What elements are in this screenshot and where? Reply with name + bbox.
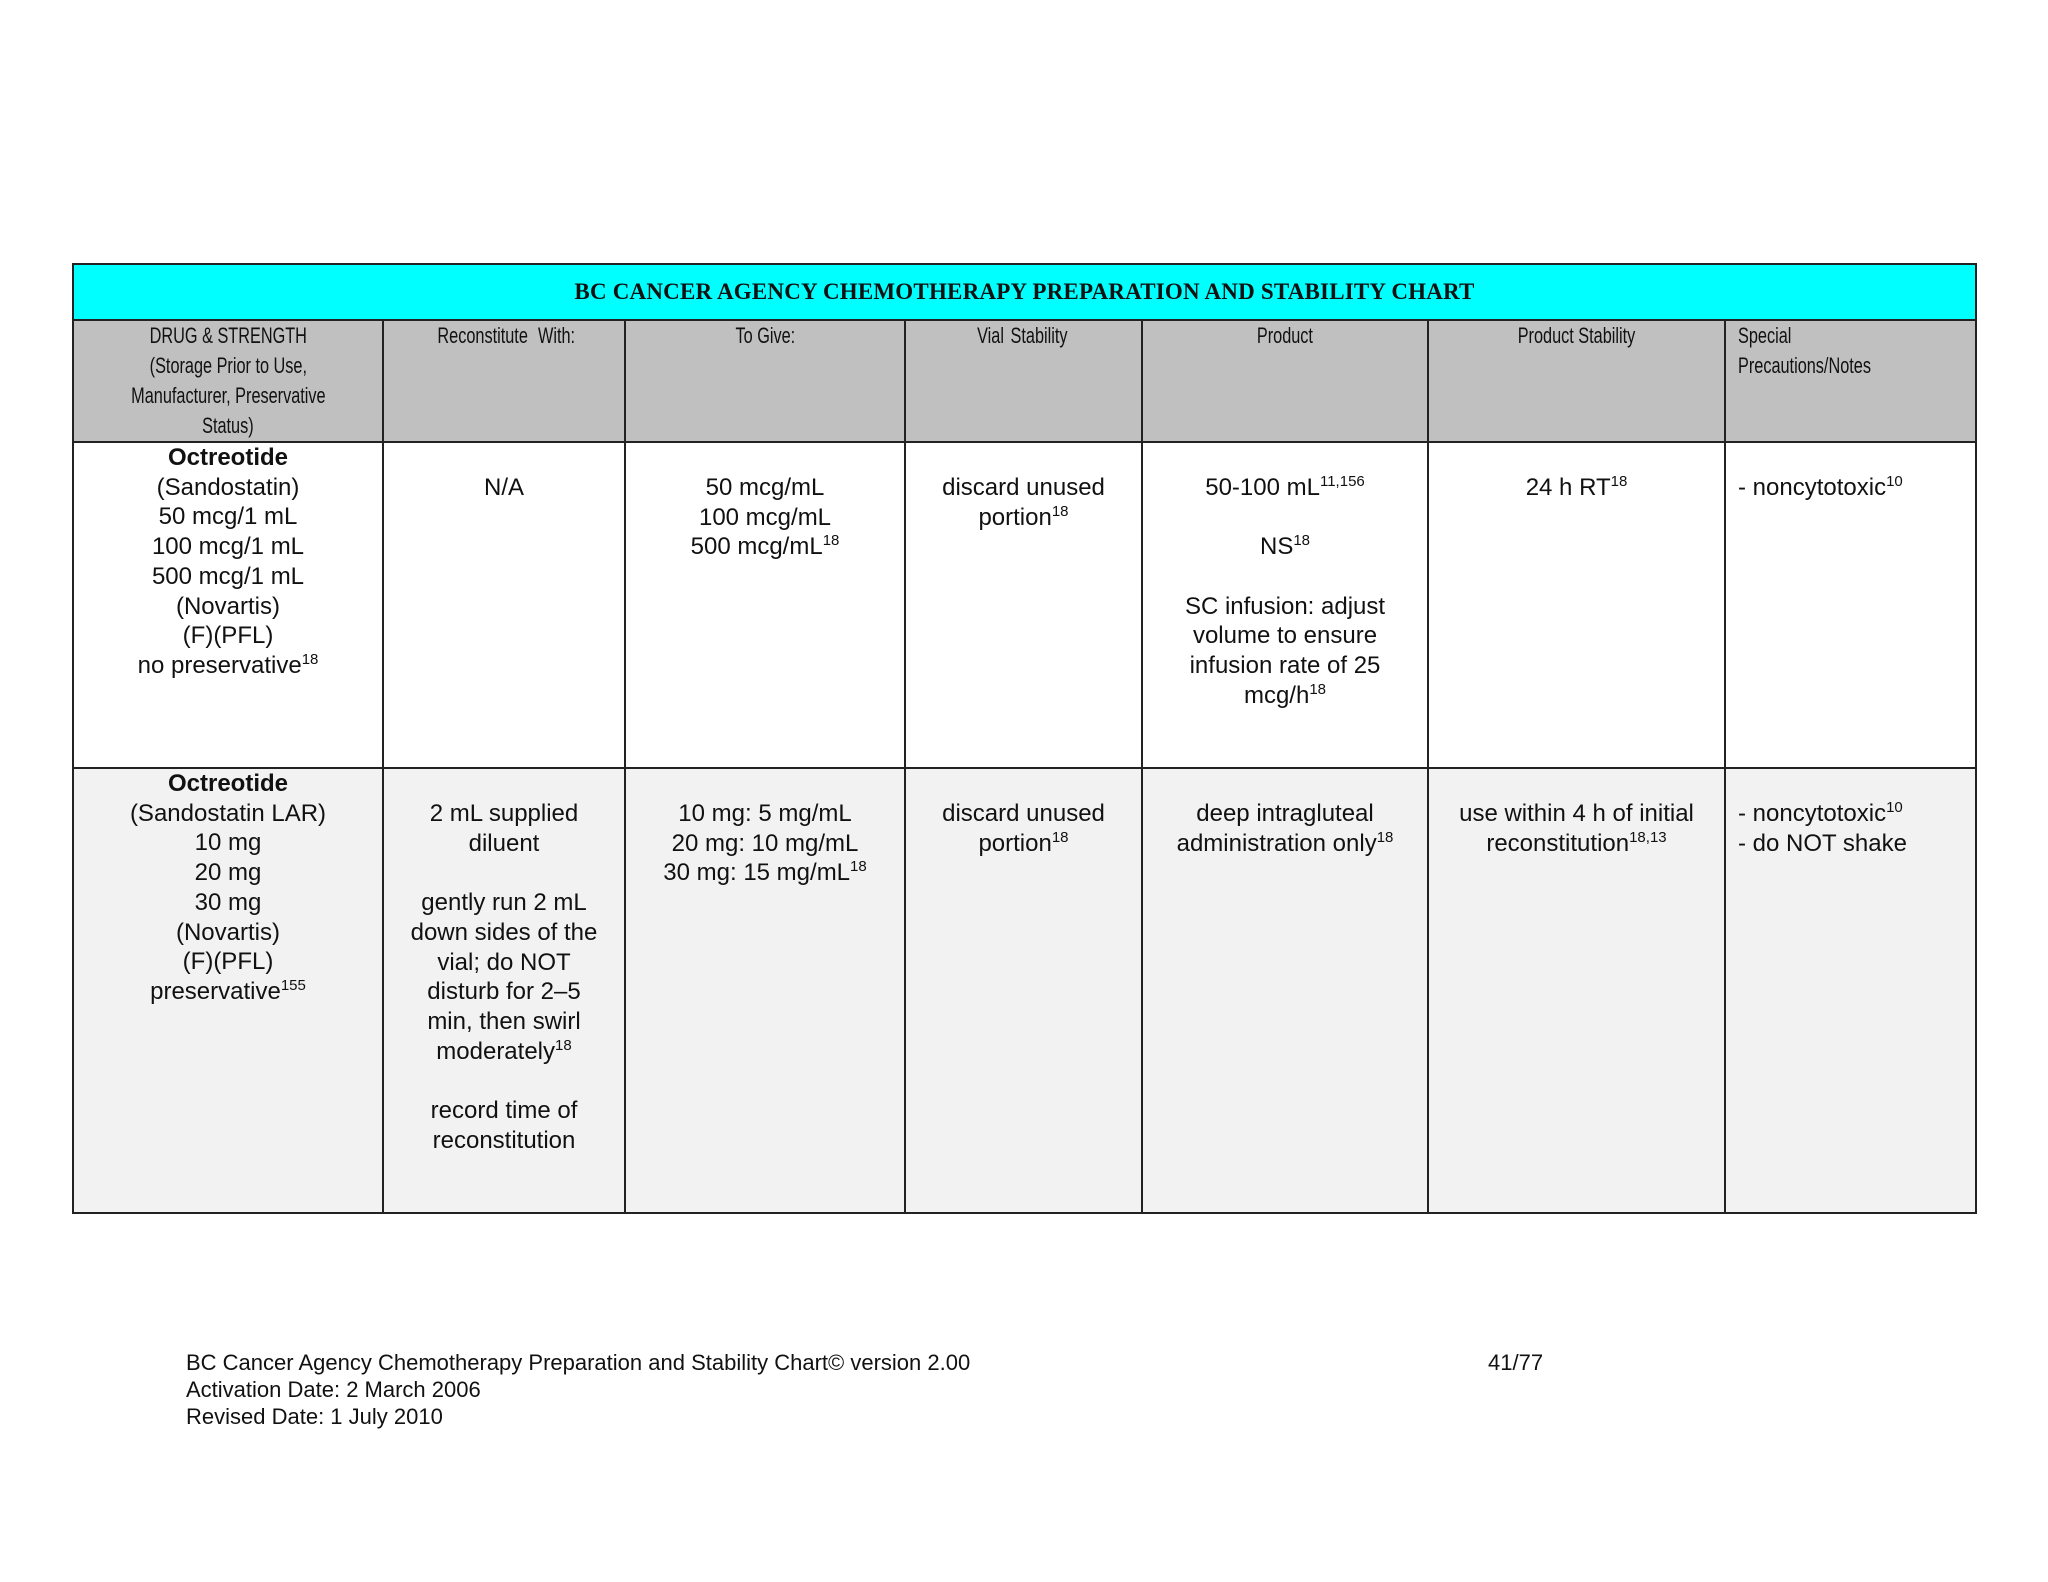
product-cell: deep intragluteal administration only$^{18}$ (1142, 768, 1428, 1213)
col-header-special-precautions: SpecialPrecautions/Notes (1725, 320, 1976, 442)
to-give-cell: 50 mcg/mL 100 mcg/mL 500 mcg/$mL^{18}$ (625, 442, 905, 768)
vial-stability-cell: discard unused portion$^{18}$ (905, 442, 1142, 768)
col-header-reconstitute: Reconstitute With: (383, 320, 625, 442)
reference-superscript: 10 (1886, 799, 1903, 816)
reference-superscript: 18 (1376, 828, 1394, 846)
reference-superscript: 10 (1886, 473, 1903, 490)
col-header-product-stability: Product Stability (1428, 320, 1725, 442)
table-row (73, 768, 1976, 1213)
stability-chart-table (72, 263, 1977, 1214)
reference-superscript: 18 (301, 650, 319, 668)
reconstitute-cell: N/A (383, 442, 625, 768)
drug-name: Octreotide (167, 444, 289, 471)
reference-superscript: 18 (1610, 473, 1628, 490)
product-cell: 50-100 mL$^{11,156}$ NS$^{18}$ SC infusion: adjust volume to ensure infusion rate of 25 mcg/$h^{18}$ (1142, 442, 1428, 768)
product-stability-cell: 24 h RT$^{18}$ (1428, 442, 1725, 768)
drug-name: Octreotide (167, 770, 289, 797)
col-header-product: Product (1142, 320, 1428, 442)
reference-superscript: 18 (1051, 828, 1069, 846)
special-precautions-cell: - noncytotoxic$^{10}$ - do NOT shake (1725, 768, 1976, 1213)
drug-strength-cell: Octreotide (Sandostatin LAR) 10 mg 20 mg 30 mg (Novartis) (F)(PFL) preservative$^{155}$ (73, 768, 383, 1213)
reference-superscript: 11,156 (1319, 473, 1365, 490)
footer-version: BC Cancer Agency Chemotherapy Preparation and Stability Chart© version 2.00 (186, 1350, 971, 1375)
footer-activation-date: Activation Date: 2 March 2006 (186, 1377, 481, 1402)
page-footer (186, 1349, 970, 1430)
col-header-vial-stability: Vial Stability (905, 320, 1142, 442)
reference-superscript: 18 (1293, 532, 1311, 550)
col-header-to-give: To Give: (625, 320, 905, 442)
vial-stability-cell: discard unused portion$^{18}$ (905, 768, 1142, 1213)
reference-superscript: 18 (1051, 502, 1069, 520)
reference-superscript: 155 (280, 976, 306, 994)
reference-superscript: 18 (822, 532, 840, 550)
col-header-drug-strength: DRUG & STRENGTH(Storage Prior to Use,Manufacturer, PreservativeStatus) (73, 320, 383, 442)
reconstitute-cell: 2 mL supplied diluent gently run 2 mL down sides of the vial; do NOT disturb for 2–5 min, then swirl moderately$^{18}$ record time of reconstitution (383, 768, 625, 1213)
reference-superscript: 18 (850, 858, 867, 876)
table-row (73, 442, 1976, 768)
special-precautions-cell: - noncytotoxic$^{10}$ (1725, 442, 1976, 768)
reference-superscript: 18 (555, 1036, 572, 1054)
reference-superscript: 18 (1309, 680, 1327, 698)
page-number: 41/77 (1488, 1350, 1544, 1375)
to-give-cell: 10 mg: 5 mg/mL 20 mg: 10 mg/mL 30 mg: 15 $mg/mL^{18}$ (625, 768, 905, 1213)
drug-strength-cell: Octreotide (Sandostatin) 50 mcg/1 mL 100 mcg/1 mL 500 mcg/1 mL (Novartis) (F)(PFL) no preservative$^{18}$ (73, 442, 383, 768)
footer-revised-date: Revised Date: 1 July 2010 (186, 1404, 443, 1429)
chart-title: BC CANCER AGENCY CHEMOTHERAPY PREPARATION AND STABILITY CHART (73, 264, 1976, 320)
product-stability-cell: use within 4 h of initial reconstitution$^{18,13}$ (1428, 768, 1725, 1213)
reference-superscript: 18,13 (1629, 828, 1667, 846)
column-header-row (73, 320, 1976, 442)
